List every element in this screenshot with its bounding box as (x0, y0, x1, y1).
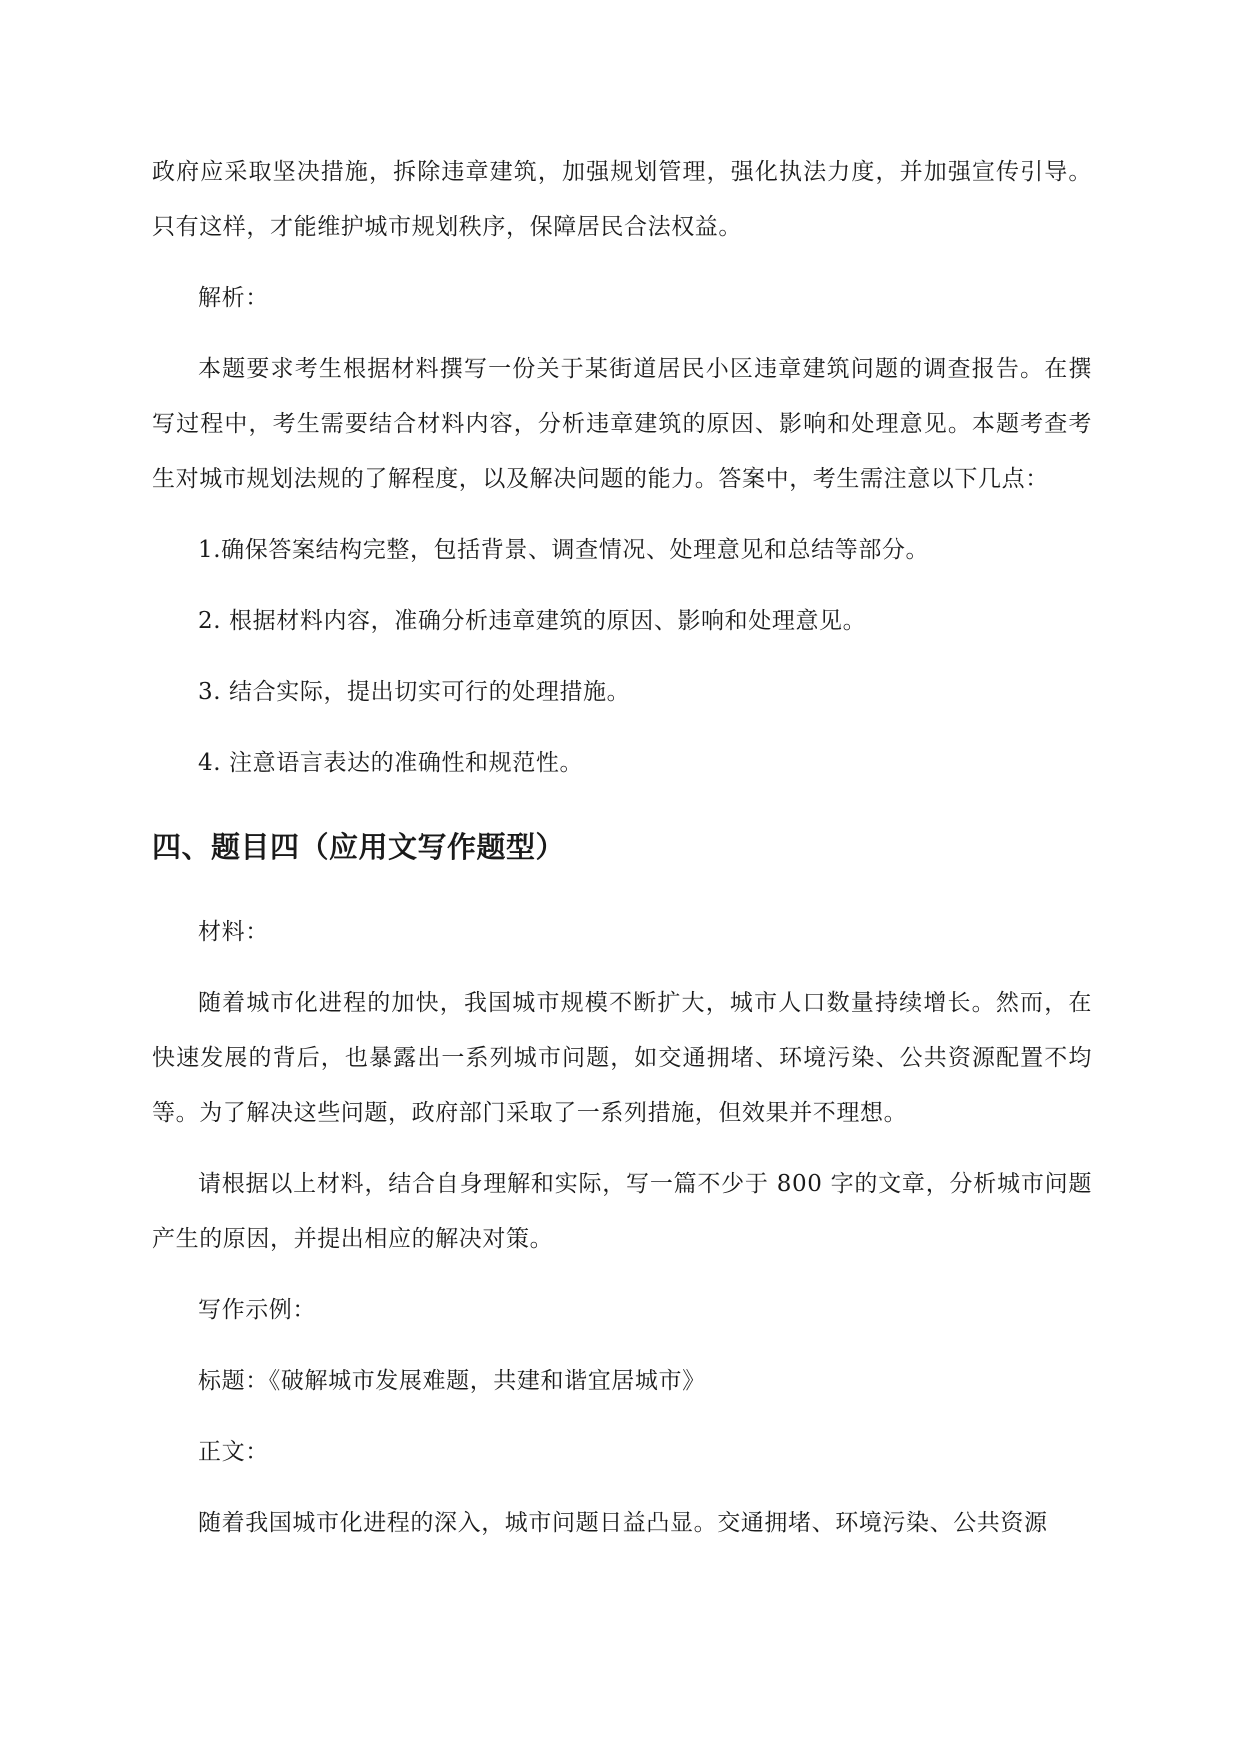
section-heading: 四、题目四（应用文写作题型） (152, 830, 566, 864)
body-paragraph: 随着我国城市化进程的深入，城市问题日益凸显。交通拥堵、环境污染、公共资源 (198, 1510, 1048, 1536)
body-label: 正文： (198, 1439, 269, 1465)
point-item: 2. 根据材料内容，准确分析违章建筑的原因、影响和处理意见。 (198, 608, 867, 634)
task-paragraph: 请根据以上材料，结合自身理解和实际，写一篇不少于 800 字的文章，分析城市问题产生的原因，并提出相应的解决对策。 (152, 1171, 1092, 1252)
material-paragraph: 随着城市化进程的加快，我国城市规模不断扩大，城市人口数量持续增长。然而，在快速发展的背后，也暴露出一系列城市问题，如交通拥堵、环境污染、公共资源配置不均等。为了解决这些问题，政府部门采取了一系列措施，但效果并不理想。 (152, 990, 1092, 1126)
document-page (152, 145, 1092, 1567)
point-item: 3. 结合实际，提出切实可行的处理措施。 (198, 679, 631, 705)
analysis-paragraph: 本题要求考生根据材料撰写一份关于某街道居民小区违章建筑问题的调查报告。在撰写过程中，考生需要结合材料内容，分析违章建筑的原因、影响和处理意见。本题考查考生对城市规划法规的了解程度，以及解决问题的能力。答案中，考生需注意以下几点： (152, 356, 1092, 492)
analysis-label: 解析： (198, 285, 269, 311)
example-label: 写作示例： (198, 1297, 316, 1323)
point-item: 1.确保答案结构完整，包括背景、调查情况、处理意见和总结等部分。 (198, 537, 930, 563)
essay-title: 标题：《破解城市发展难题，共建和谐宜居城市》 (198, 1368, 706, 1394)
point-item: 4. 注意语言表达的准确性和规范性。 (198, 750, 584, 776)
conclusion-paragraph: 政府应采取坚决措施，拆除违章建筑，加强规划管理，强化执法力度，并加强宣传引导。只有这样，才能维护城市规划秩序，保障居民合法权益。 (152, 159, 1092, 240)
material-label: 材料： (198, 919, 269, 945)
